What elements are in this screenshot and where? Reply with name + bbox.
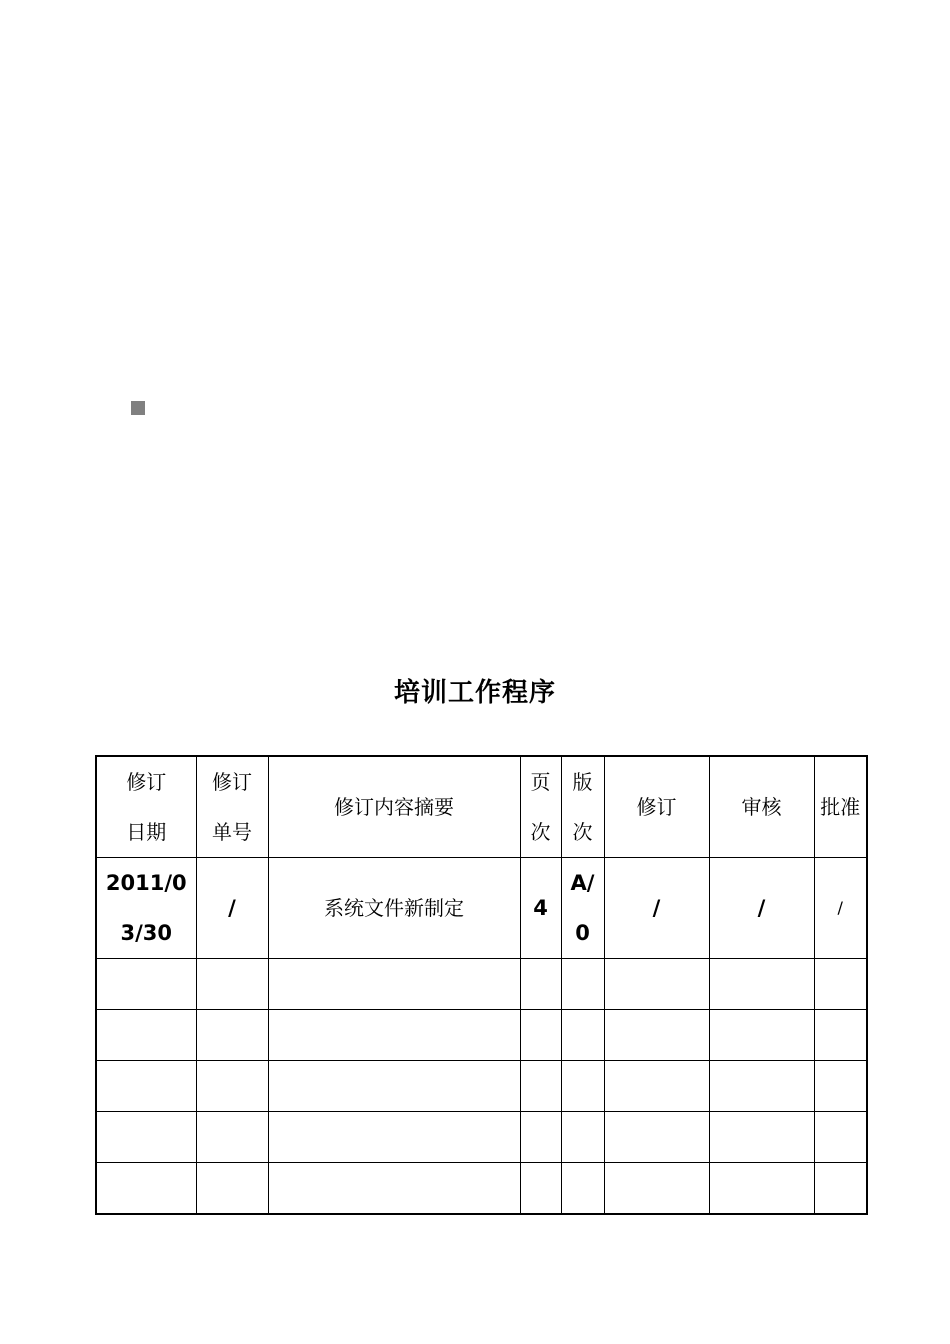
header-revision-summary: 修订内容摘要	[268, 756, 520, 858]
table-cell	[561, 1010, 604, 1061]
table-cell	[268, 1163, 520, 1215]
table-cell	[96, 1112, 196, 1163]
gray-square-marker	[131, 401, 145, 415]
table-cell	[196, 1163, 268, 1215]
table-cell	[604, 1061, 709, 1112]
cell-revised-by: /	[604, 858, 709, 959]
table-row	[96, 1061, 867, 1112]
cell-revision-date: 2011/0 3/30	[96, 858, 196, 959]
table-cell	[268, 959, 520, 1010]
revision-history-table	[95, 755, 868, 1215]
header-reviewed-by: 审核	[709, 756, 814, 858]
table-cell	[709, 1163, 814, 1215]
header-approved-by: 批准	[814, 756, 867, 858]
header-revision-date: 修订 日期	[96, 756, 196, 858]
cell-version: A/ 0	[561, 858, 604, 959]
cell-approved-by: /	[814, 858, 867, 959]
table-row	[96, 959, 867, 1010]
table-cell	[604, 959, 709, 1010]
header-page: 页 次	[520, 756, 561, 858]
table-cell	[814, 1010, 867, 1061]
table-row	[96, 1112, 867, 1163]
cell-revision-number: /	[196, 858, 268, 959]
cell-revision-summary: 系统文件新制定	[268, 858, 520, 959]
table-cell	[196, 1061, 268, 1112]
header-revision-number: 修订 单号	[196, 756, 268, 858]
table-cell	[96, 1061, 196, 1112]
table-cell	[520, 1010, 561, 1061]
table-cell	[814, 1112, 867, 1163]
table-cell	[709, 1112, 814, 1163]
table-cell	[604, 1112, 709, 1163]
cell-reviewed-by: /	[709, 858, 814, 959]
table-cell	[709, 1010, 814, 1061]
table-cell	[196, 1010, 268, 1061]
table-cell	[268, 1061, 520, 1112]
table-cell	[520, 959, 561, 1010]
table-cell	[814, 959, 867, 1010]
table-cell	[520, 1163, 561, 1215]
cell-page: 4	[520, 858, 561, 959]
table-cell	[96, 959, 196, 1010]
table-cell	[561, 959, 604, 1010]
table-row	[96, 858, 867, 959]
table-cell	[604, 1163, 709, 1215]
header-version: 版 次	[561, 756, 604, 858]
header-revised-by: 修订	[604, 756, 709, 858]
table-cell	[520, 1112, 561, 1163]
table-cell	[604, 1010, 709, 1061]
table-cell	[561, 1163, 604, 1215]
table-header-row	[96, 756, 867, 858]
table-cell	[196, 959, 268, 1010]
table-cell	[268, 1112, 520, 1163]
table-cell	[814, 1061, 867, 1112]
table-cell	[520, 1061, 561, 1112]
table-cell	[196, 1112, 268, 1163]
table-cell	[814, 1163, 867, 1215]
table-cell	[561, 1061, 604, 1112]
table-cell	[268, 1010, 520, 1061]
table-row	[96, 1163, 867, 1215]
table-cell	[709, 959, 814, 1010]
table-cell	[96, 1163, 196, 1215]
table-row	[96, 1010, 867, 1061]
table-cell	[96, 1010, 196, 1061]
table-cell	[709, 1061, 814, 1112]
document-title: 培训工作程序	[393, 678, 556, 708]
table-cell	[561, 1112, 604, 1163]
